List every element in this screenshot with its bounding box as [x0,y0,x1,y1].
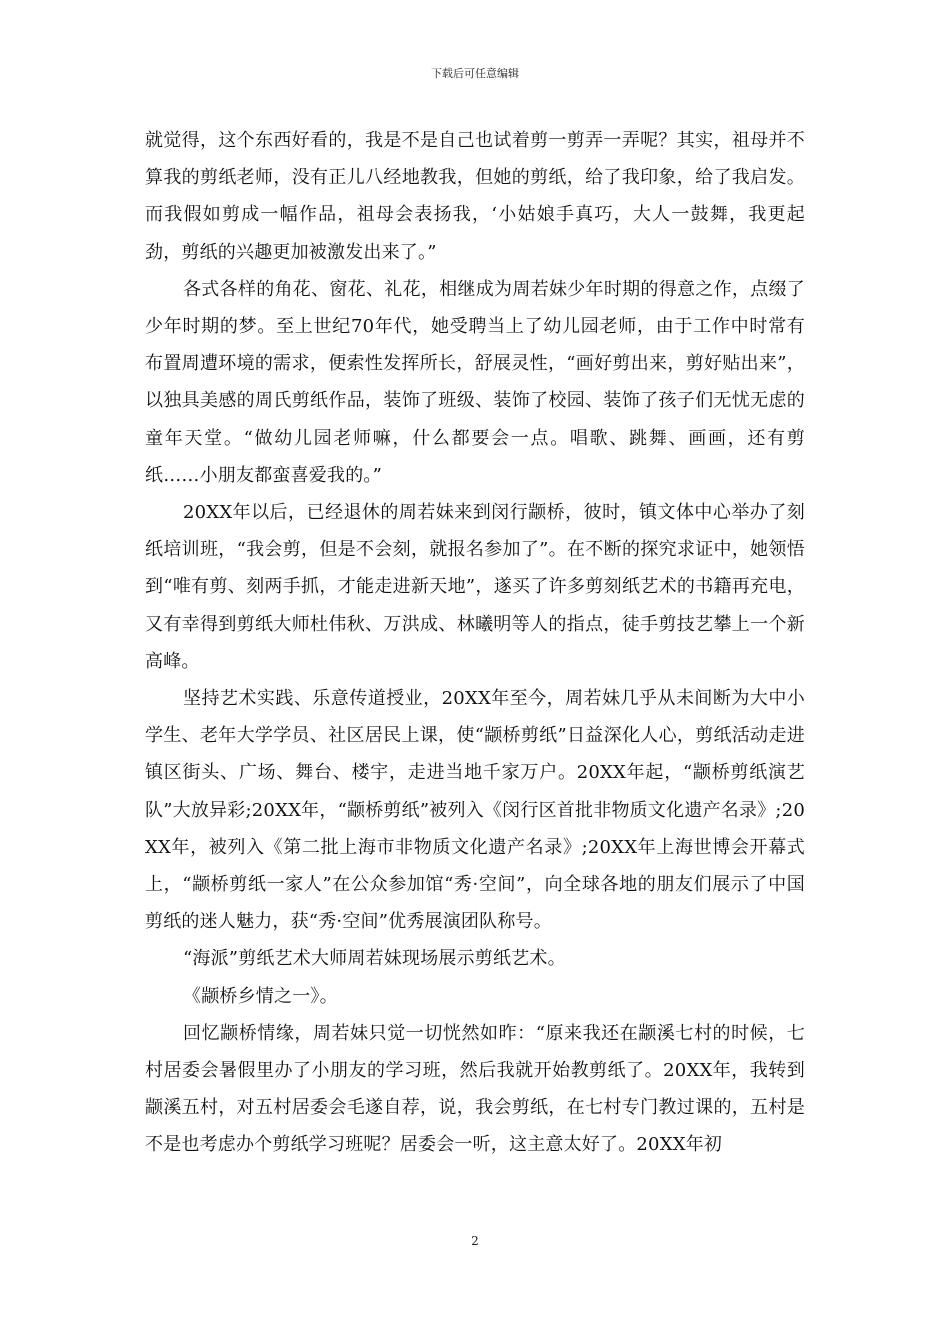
photo-caption-1: “海派”剪纸艺术大师周若妹现场展示剪纸艺术。 [183,948,566,970]
document-body [145,122,805,1164]
photo-caption-2: 《颛桥乡情之一》。 [183,985,338,1007]
paragraph-4: 坚持艺术实践、乐意传道授业，20XX年至今，周若妹几乎从未间断为大中小学生、老年大学学员、社区居民上课，使“颛桥剪纸”日益深化人心，剪纸活动走进镇区街头、广场、舞台、楼宇，走进当地千家万户。20XX年起，“颛桥剪纸演艺队”大放异彩;20XX年，“颛桥剪纸”被列入《闵行区首批非物质文化遗产名录》;20XX年，被列入《第二批上海市非物质文化遗产名录》;20XX年上海世博会开幕式上，“颛桥剪纸一家人”在公众参加馆“秀·空间”，向全球各地的朋友们展示了中国剪纸的迷人魅力，获“秀·空间”优秀展演团队称号。 [145,688,805,933]
page-number: 2 [471,1234,479,1248]
paragraph-5: 回忆颛桥情缘，周若妹只觉一切恍然如昨：“原来我还在颛溪七村的时候，七村居委会暑假里办了小朋友的学习班，然后我就开始教剪纸了。20XX年，我转到颛溪五村，对五村居委会毛遂自荐，说，我会剪纸，在七村专门教过课的，五村是不是也考虑办个剪纸学习班呢？居委会一听，这主意太好了。20XX年初 [145,1022,805,1156]
paragraph-3: 20XX年以后，已经退休的周若妹来到闵行颛桥，彼时，镇文体中心举办了刻纸培训班，“我会剪，但是不会刻，就报名参加了”。在不断的探究求证中，她领悟到“唯有剪、刻两手抓，才能走进新天地”，遂买了许多剪刻纸艺术的书籍再充电，又有幸得到剪纸大师杜伟秋、万洪成、林曦明等人的指点，徒手剪技艺攀上一个新高峰。 [145,502,805,672]
paragraph-2: 各式各样的角花、窗花、礼花，相继成为周若妹少年时期的得意之作，点缀了少年时期的梦。至上世纪70年代，她受聘当上了幼儿园老师，由于工作中时常有布置周遭环境的需求，便索性发挥所长，舒展灵性，“画好剪出来，剪好贴出来”，以独具美感的周氏剪纸作品，装饰了班级、装饰了校园、装饰了孩子们无忧无虑的童年天堂。“做幼儿园老师嘛，什么都要会一点。唱歌、跳舞、画画，还有剪纸……小朋友都蛮喜爱我的。” [145,278,805,486]
page-header-note: 下载后可任意编辑 [431,67,519,80]
paragraph-1: 就觉得，这个东西好看的，我是不是自己也试着剪一剪弄一弄呢？其实，祖母并不算我的剪纸老师，没有正儿八经地教我，但她的剪纸，给了我印象，给了我启发。而我假如剪成一幅作品，祖母会表扬我，‘小姑娘手真巧，大人一鼓舞，我更起劲，剪纸的兴趣更加被激发出来了。” [145,130,805,263]
